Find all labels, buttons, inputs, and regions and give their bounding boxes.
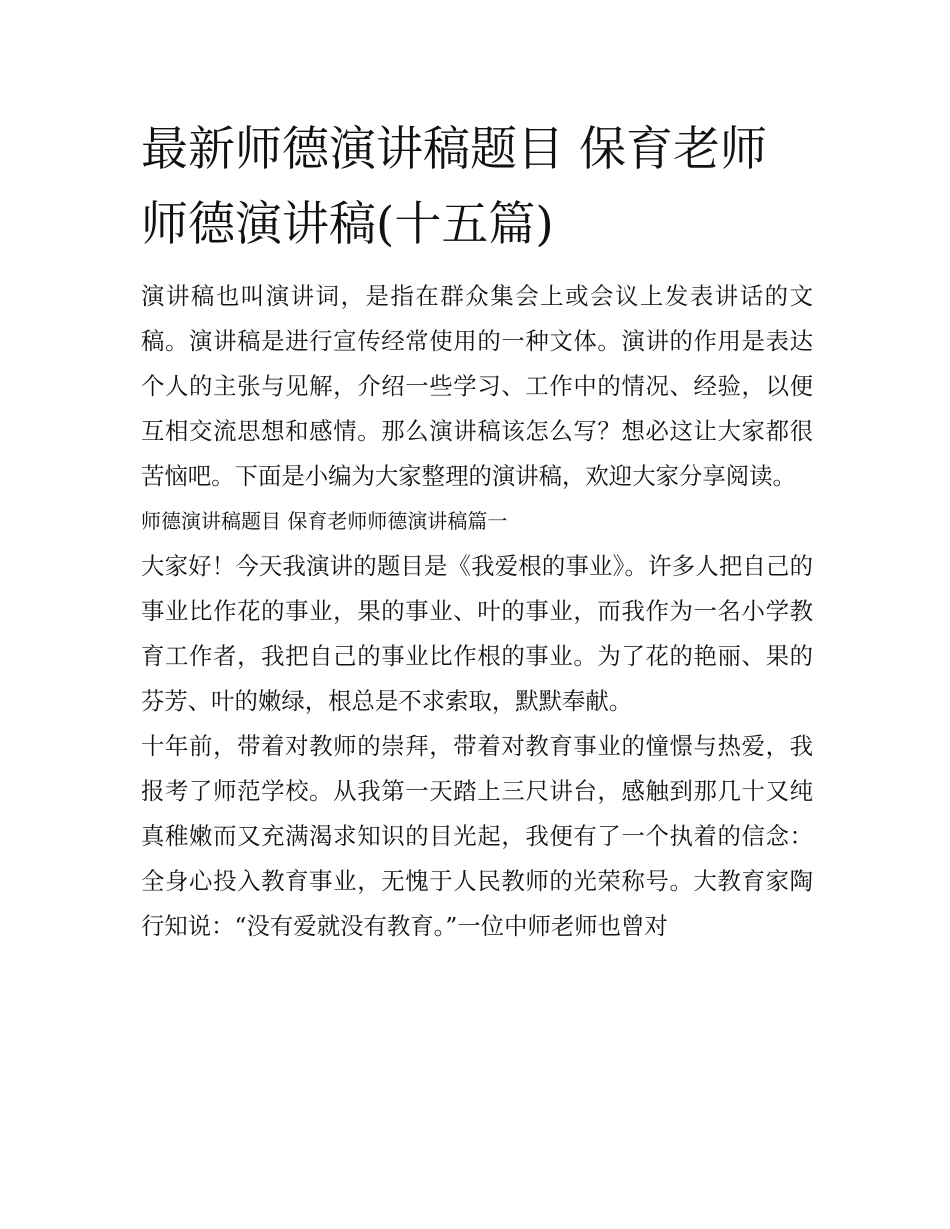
document-body: [141, 112, 813, 949]
section-paragraph-2: 十年前，带着对教师的崇拜，带着对教育事业的憧憬与热爱，我报考了师范学校。从我第一天踏上三尺讲台，感触到那几十又纯真稚嫩而又充满渴求知识的目光起，我便有了一个执着的信念：全身心投入教育事业，无愧于人民教师的光荣称号。大教育家陶行知说：“没有爱就没有教育。”一位中师老师也曾对: [141, 732, 813, 940]
document-title: 最新师德演讲稿题目 保育老师师德演讲稿(十五篇): [141, 122, 767, 252]
intro-paragraph: 演讲稿也叫演讲词，是指在群众集会上或会议上发表讲话的文稿。演讲稿是进行宣传经常使用的一种文体。演讲的作用是表达个人的主张与见解，介绍一些学习、工作中的情况、经验，以便互相交流思想和感情。那么演讲稿该怎么写？想必这让大家都很苦恼吧。下面是小编为大家整理的演讲稿，欢迎大家分享阅读。: [141, 282, 813, 490]
section-paragraph-1: 大家好！今天我演讲的题目是《我爱根的事业》。许多人把自己的事业比作花的事业，果的事业、叶的事业，而我作为一名小学教育工作者，我把自己的事业比作根的事业。为了花的艳丽、果的芬芳、叶的嫩绿，根总是不求索取，默默奉献。: [141, 552, 813, 715]
section-heading: 师德演讲稿题目 保育老师师德演讲稿篇一: [141, 509, 508, 533]
